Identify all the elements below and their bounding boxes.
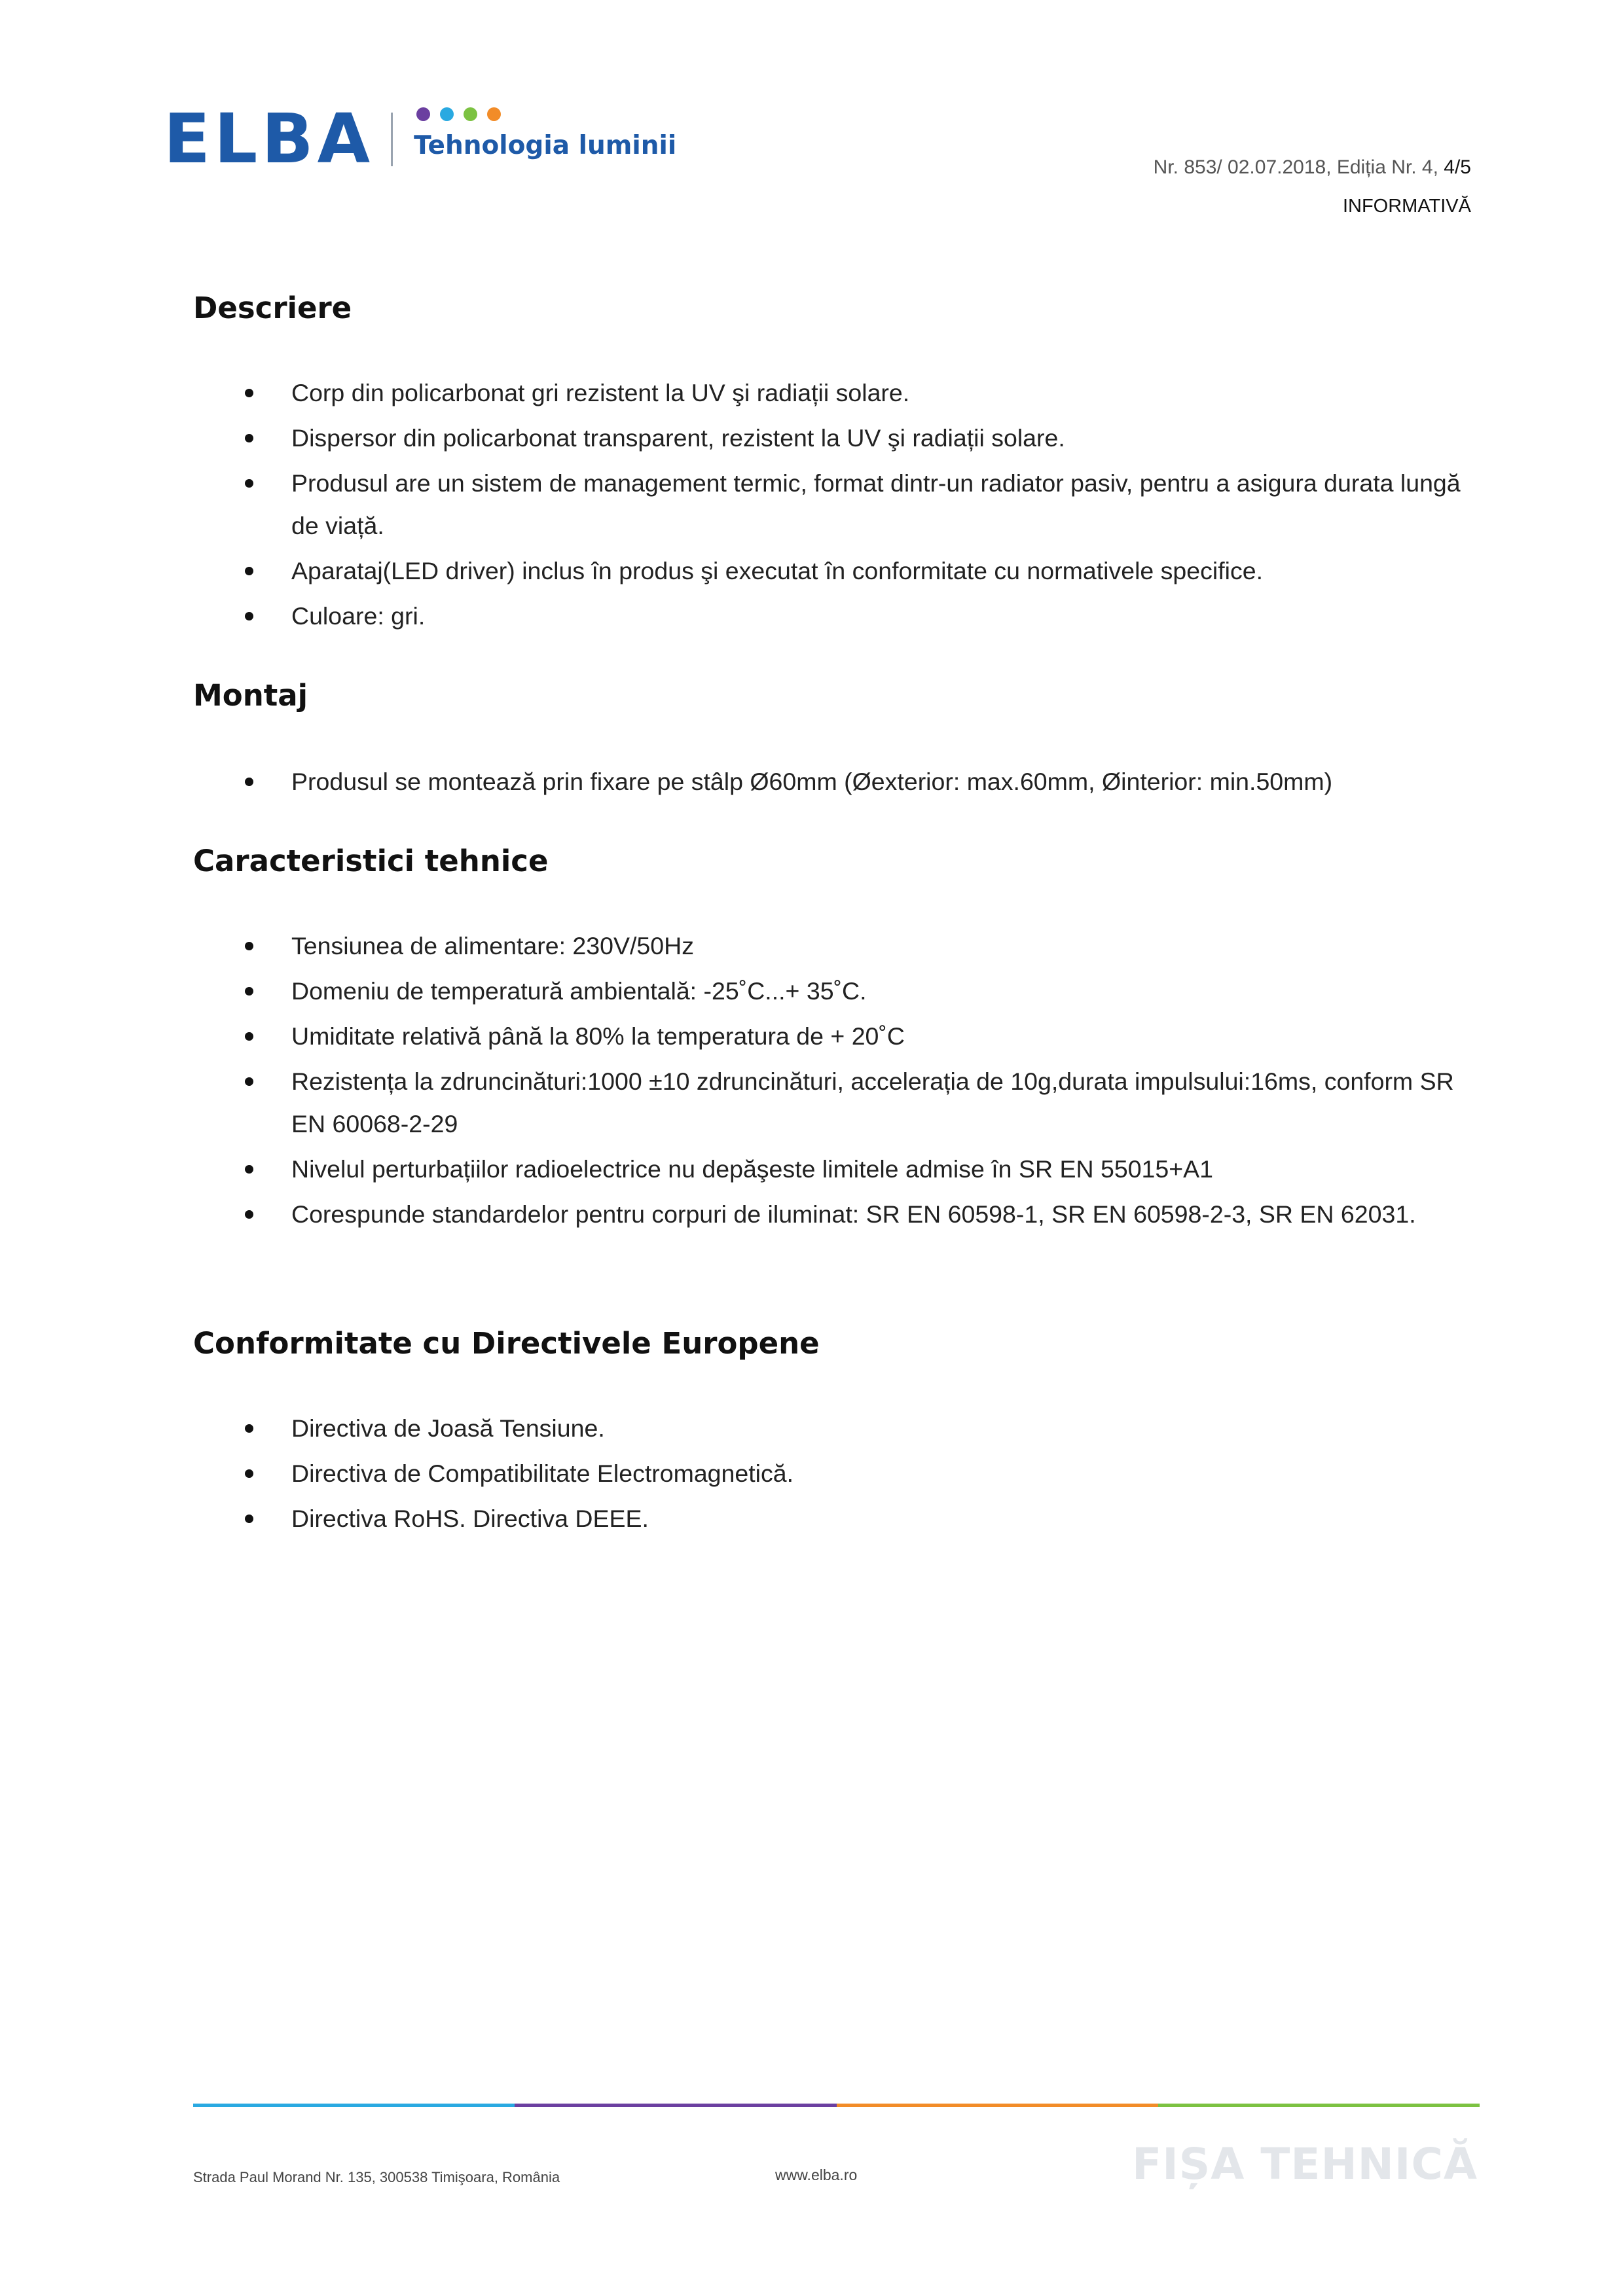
footer-document-type: FIȘA TEHNICĂ: [1132, 2139, 1478, 2189]
footer-website-link[interactable]: www.elba.ro: [775, 2166, 858, 2183]
list-item: Produsul are un sistem de management termic, format dintr-un radiator pasiv, pentru a asigura durata lungă de viață.: [193, 462, 1489, 547]
list-item: Directiva de Joasă Tensiune.: [193, 1407, 1489, 1450]
logo-wordmark: ELBA: [164, 99, 374, 179]
footer-address: Strada Paul Morand Nr. 135, 300538 Timişoara, România: [193, 2169, 560, 2185]
logo-dot: [440, 107, 454, 121]
list-item: Dispersor din policarbonat transparent, rezistent la UV şi radiații solare.: [193, 417, 1489, 459]
list-item: Tensiunea de alimentare: 230V/50Hz: [193, 925, 1489, 967]
section-title: Conformitate cu Directivele Europene: [193, 1326, 820, 1361]
footer-line-segment: [837, 2104, 1158, 2107]
list-item: Directiva de Compatibilitate Electromagnetică.: [193, 1452, 1489, 1495]
document-info: [1154, 154, 1471, 219]
bullet-list: [193, 1407, 1476, 1540]
logo-tagline: Tehnologia luminii: [414, 131, 677, 160]
document-reference: Nr. 853/ 02.07.2018, Ediția Nr. 4,: [1153, 156, 1438, 178]
logo-dot: [464, 107, 477, 121]
logo-dot: [416, 107, 430, 121]
list-item: Umiditate relativă până la 80% la temperatura de + 20˚C: [193, 1015, 1489, 1058]
list-item: Rezistența la zdruncinături:1000 ±10 zdruncinături, accelerația de 10g,durata impulsului:16ms, conform SR EN 60068-2-29: [193, 1060, 1489, 1145]
company-logo: [164, 98, 677, 179]
list-item: Directiva RoHS. Directiva DEEE.: [193, 1498, 1489, 1540]
page-number: 4/5: [1444, 156, 1471, 178]
section-conformitate: [193, 1326, 1476, 1540]
logo-divider: [391, 113, 393, 166]
list-item: Corespunde standardelor pentru corpuri de iluminat: SR EN 60598-1, SR EN 60598-2-3, SR EN 62031.: [193, 1193, 1489, 1236]
footer-line-segment: [193, 2104, 515, 2107]
section-title: Descriere: [193, 291, 352, 325]
footer-line-segment: [515, 2104, 836, 2107]
bullet-list: [193, 372, 1476, 637]
section-title: Caracteristici tehnice: [193, 844, 549, 878]
bullet-list: [193, 761, 1476, 803]
document-classification: INFORMATIVĂ: [1342, 196, 1471, 217]
section-montaj: [193, 678, 1476, 803]
list-item: Corp din policarbonat gri rezistent la UV şi radiații solare.: [193, 372, 1489, 414]
section-title: Montaj: [193, 678, 308, 713]
logo-dots: [416, 107, 676, 122]
bullet-list: [193, 925, 1476, 1236]
logo-tagline-block: [414, 107, 676, 160]
list-item: Nivelul perturbațiilor radioelectrice nu depăşeste limitele admise în SR EN 55015+A1: [193, 1148, 1489, 1191]
footer-line-segment: [1158, 2104, 1480, 2107]
list-item: Culoare: gri.: [193, 595, 1489, 637]
logo-dot: [487, 107, 501, 121]
list-item: Aparataj(LED driver) inclus în produs şi executat în conformitate cu normativele specifice.: [193, 550, 1489, 592]
list-item: Domeniu de temperatură ambientală: -25˚C...+ 35˚C.: [193, 970, 1489, 1013]
section-descriere: [193, 291, 1476, 637]
footer-color-line: [193, 2104, 1480, 2107]
section-caracteristici: [193, 844, 1476, 1236]
list-item: Produsul se montează prin fixare pe stâlp Ø60mm (Øexterior: max.60mm, Øinterior: min.50mm): [193, 761, 1489, 803]
